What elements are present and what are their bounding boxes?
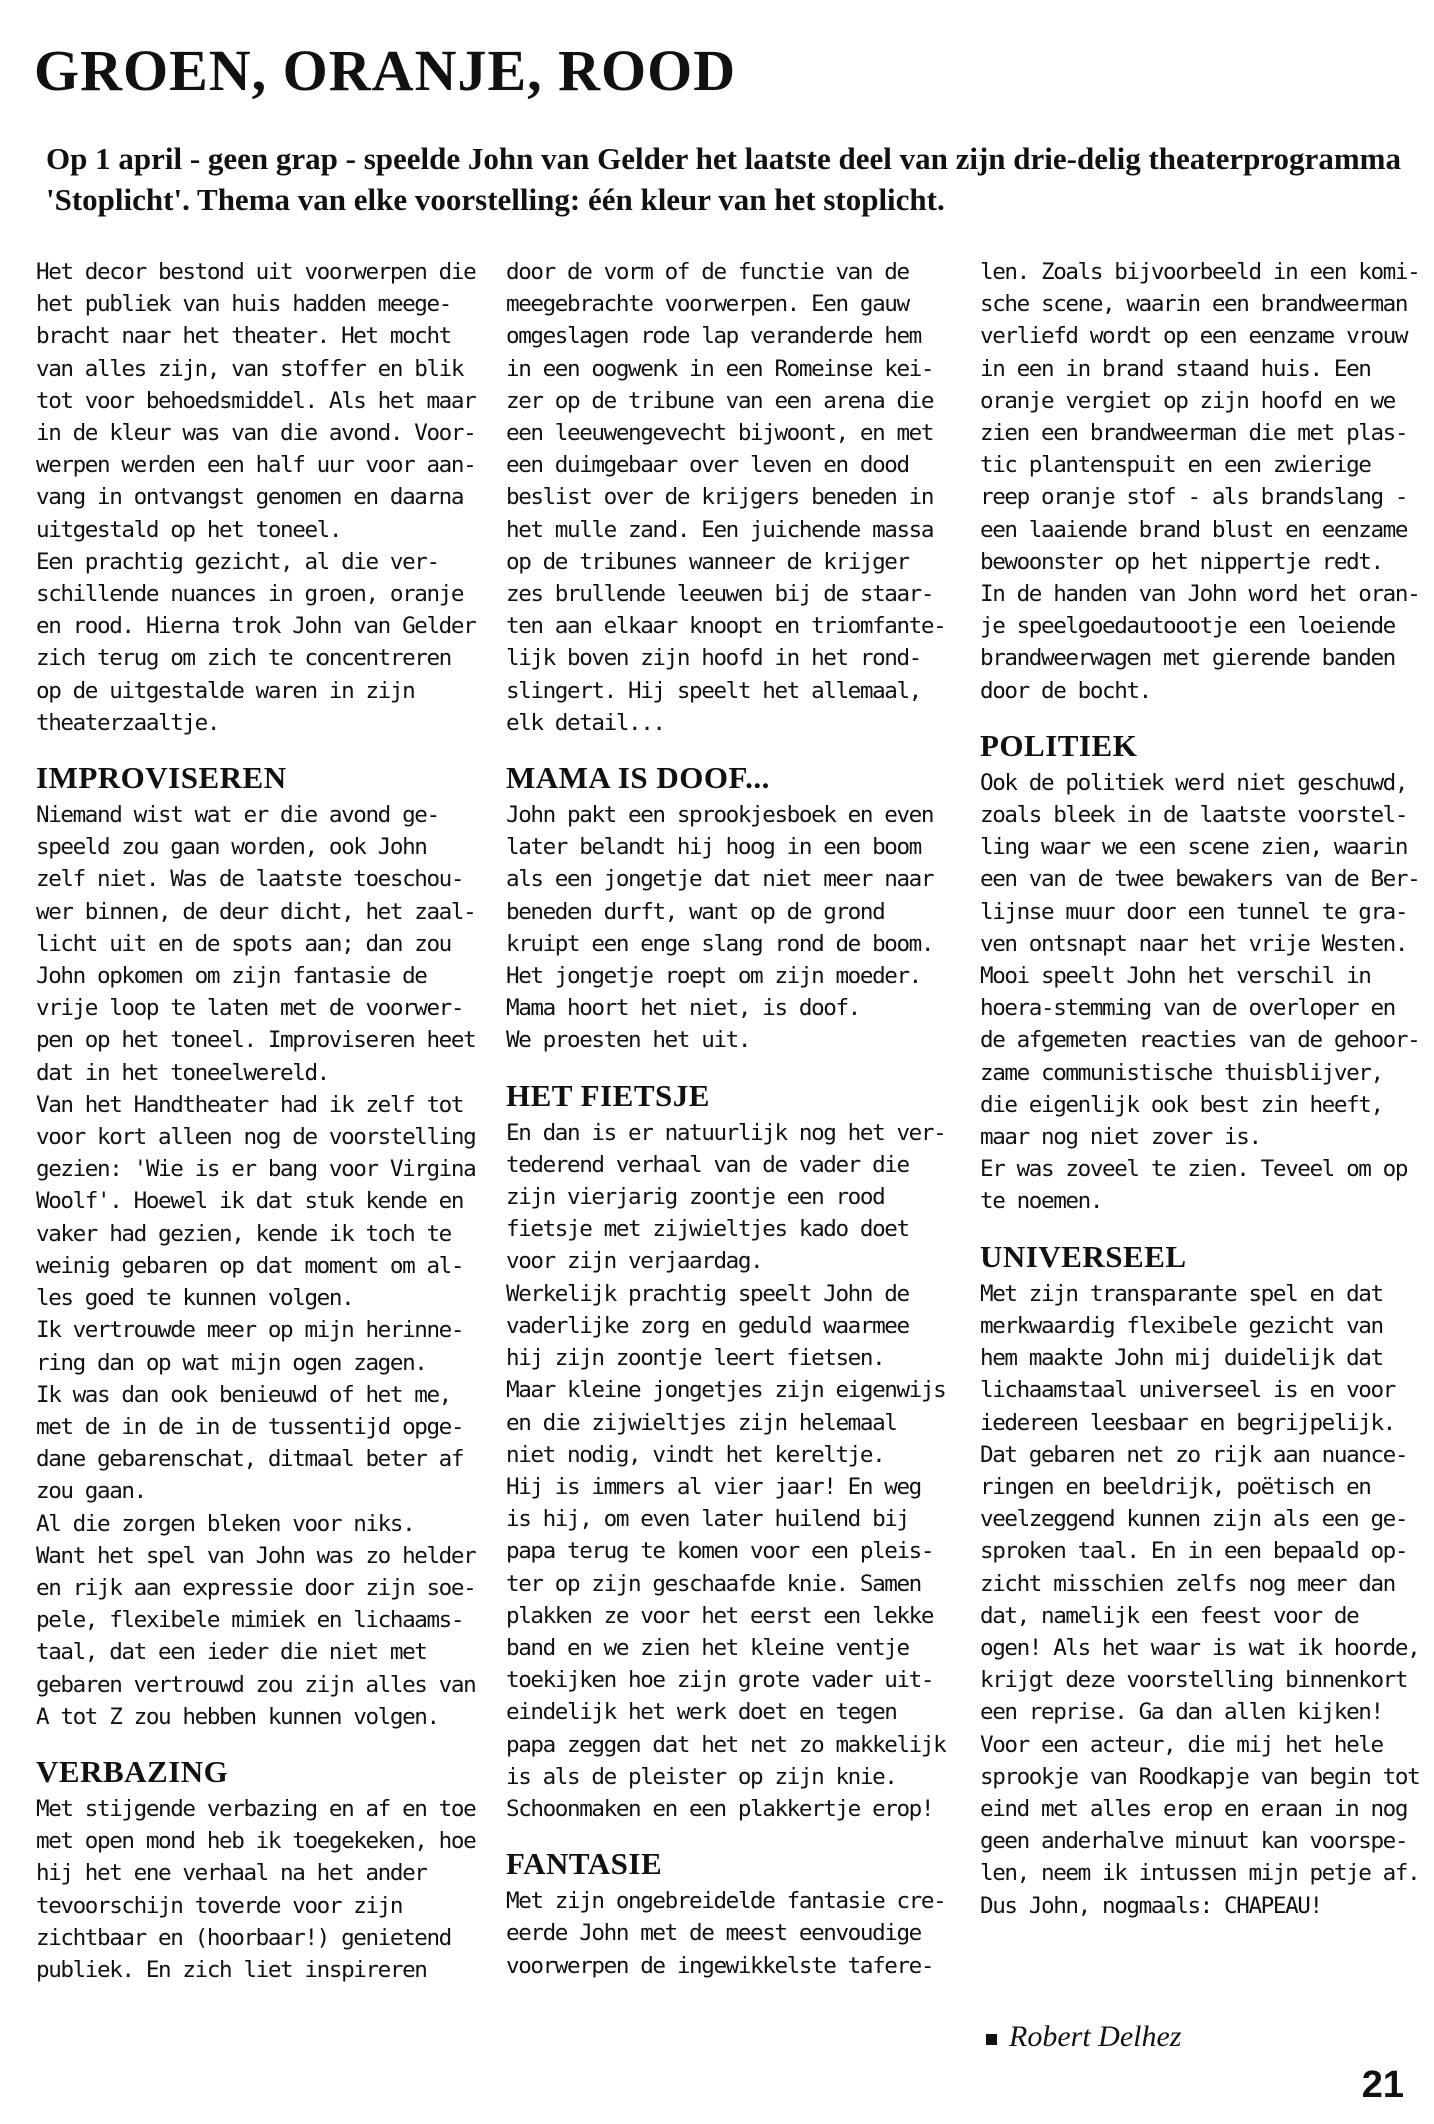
column-1: [36, 256, 476, 1986]
author-byline: [986, 2020, 1181, 2054]
section-heading: HET FIETSJE: [506, 1077, 710, 1113]
paragraph: Met zijn ongebreidelde fantasie cre- eerde John met de meest eenvoudige voorwerpen de ingewikkelste tafere-: [506, 1888, 946, 1979]
paragraph: Met stijgende verbazing en af en toe met open mond heb ik toegekeken, hoe hij het ene verhaal na het ander tevoorschijn toverde voor zijn zichtbaar en (hoorbaar!) genietend publiek. En zich liet inspireren: [36, 1795, 476, 1983]
section-universeel: [980, 1240, 1420, 1922]
paragraph: En dan is er natuurlijk nog het ver- tederend verhaal van de vader die zijn vierjarig zoontje een rood fietsje met zijwieltjes kado doet voor zijn verjaardag. Werkelijk prachtig speelt John de vaderlijke zorg en geduld waarmee hij zijn zoontje leert fietsen. Maar kleine jongetjes zijn eigenwijs en die zijwieltjes zijn helemaal niet nodig, vindt het kereltje. Hij is immers al vier jaar! En weg is hij, om even later huilend bij papa terug te komen voor een pleis- ter op zijn geschaafde knie. Samen plakken ze voor het eerst een lekke band en we zien het kleine ventje toekijken hoe zijn grote vader uit- eindelijk het werk doet en tegen papa zeggen dat het net zo makkelijk is als de pleister op zijn knie. Schoonmaken en een plakkertje erop!: [506, 1119, 946, 1822]
section-improviseren: [36, 761, 476, 1733]
section-politiek: [980, 729, 1420, 1218]
section-verbazing: [36, 1755, 476, 1986]
paragraph: len. Zoals bijvoorbeeld in een komi- sche scene, waarin een brandweerman verliefd wordt op een eenzame vrouw in een in brand staand huis. Een oranje vergiet op zijn hoofd en we zien een brandweerman die met plas- tic plantenspuit en een zwierige reep oranje stof - als brandslang - een laaiende brand blust en eenzame bewoonster op het nippertje redt. In de handen van John word het oran- je speelgoedautoootje een loeiende brandweerwagen met gierende banden door de bocht.: [980, 259, 1420, 704]
section-fantasie: [506, 1847, 946, 1982]
paragraph: Met zijn transparante spel en dat merkwaardig flexibele gezicht van hem maakte John mij duidelijk dat lichaamstaal universeel is en voor iedereen leesbaar en begrijpelijk. Dat gebaren net zo rijk aan nuance- ringen en beeldrijk, poëtisch en veelzeggend kunnen zijn als een ge- sproken taal. En in een bepaald op- zicht misschien zelfs nog meer dan dat, namelijk een feest voor de ogen! Als het waar is wat ik hoorde, krijgt deze voorstelling binnenkort een reprise. Ga dan allen kijken! Voor een acteur, die mij het hele sprookje van Roodkapje van begin tot eind met alles erop en eraan in nog geen anderhalve minuut kan voorspe- len, neem ik intussen mijn petje af. Dus John, nogmaals: CHAPEAU!: [980, 1280, 1420, 1919]
column-2: [506, 256, 946, 1982]
section-heading: POLITIEK: [980, 727, 1138, 763]
author-name: Robert Delhez: [1009, 2020, 1182, 2053]
bullet-icon: [986, 2034, 997, 2045]
article-intro: Op 1 april - geen grap - speelde John van Gelder het laatste deel van zijn drie-delig theaterprogramma 'Stoplicht'. Thema van elke voorstelling: één kleur van het stoplicht.: [46, 141, 1401, 217]
section-heading: MAMA IS DOOF...: [506, 760, 770, 796]
paragraph: Ook de politiek werd niet geschuwd, zoals bleek in de laatste voorstel- ling waar we een scene zien, waarin een van de twee bewakers van de Ber- lijnse muur door een tunnel te gra- ven ontsnapt naar het vrije Westen. Mooi speelt John het verschil in hoera-stemming van de overloper en de afgemeten reacties van de gehoor- zame communistische thuisblijver, die eigenlijk ook best zin heeft, maar nog niet zover is. Er was zoveel te zien. Teveel om op te noemen.: [980, 769, 1420, 1215]
page-number: 21: [1361, 2064, 1404, 2106]
section-mama-is-doof: [506, 761, 946, 1057]
section-het-fietsje: [506, 1079, 946, 1825]
section-heading: FANTASIE: [506, 1846, 663, 1882]
paragraph: Het decor bestond uit voorwerpen die het publiek van huis hadden meege- bracht naar het theater. Het mocht van alles zijn, van stoffer en blik tot voor behoedsmiddel. Als het maar in de kleur was van die avond. Voor- werpen werden een half uur voor aan- vang in ontvangst genomen en daarna uitgestald op het toneel. Een prachtig gezicht, al die ver- schillende nuances in groen, oranje en rood. Hierna trok John van Gelder zich terug om zich te concentreren op de uitgestalde waren in zijn theaterzaaltje.: [36, 259, 476, 736]
section-heading: UNIVERSEEL: [980, 1238, 1187, 1274]
paragraph: Niemand wist wat er die avond ge- speeld zou gaan worden, ook John zelf niet. Was de laatste toeschou- wer binnen, de deur dicht, het zaal- licht uit en de spots aan; dan zou John opkomen om zijn fantasie de vrije loop te laten met de voorwer- pen op het toneel. Improviseren heet dat in het toneelwereld. Van het Handtheater had ik zelf tot voor kort alleen nog de voorstelling gezien: 'Wie is er bang voor Virgina Woolf'. Hoewel ik dat stuk kende en vaker had gezien, kende ik toch te weinig gebaren op dat moment om al- les goed te kunnen volgen. Ik vertrouwde meer op mijn herinne- ring dan op wat mijn ogen zagen. Ik was dan ook benieuwd of het me, met de in de in de tussentijd opge- dane gebarenschat, ditmaal beter af zou gaan. Al die zorgen bleken voor niks. Want het spel van John was zo helder en rijk aan expressie door zijn soe- pele, flexibele mimiek en lichaams- taal, dat een ieder die niet met gebaren vertrouwd zou zijn alles van A tot Z zou hebben kunnen volgen.: [36, 802, 476, 1730]
article-title: GROEN, ORANJE, ROOD: [34, 38, 737, 103]
section-heading: IMPROVISEREN: [36, 760, 287, 796]
column-3: [980, 256, 1420, 1922]
paragraph: John pakt een sprookjesboek en even later belandt hij hoog in een boom als een jongetje dat niet meer naar beneden durft, want op de grond kruipt een enge slang rond de boom. Het jongetje roept om zijn moeder. Mama hoort het niet, is doof. We proesten het uit.: [506, 802, 934, 1054]
section-heading: VERBAZING: [36, 1753, 229, 1789]
paragraph: door de vorm of de functie van de meegebrachte voorwerpen. Een gauw omgeslagen rode lap veranderde hem in een oogwenk in een Romeinse kei- zer op de tribune van een arena die een leeuwengevecht bijwoont, en met een duimgebaar over leven en dood beslist over de krijgers beneden in het mulle zand. Een juichende massa op de tribunes wanneer de krijger zes brullende leeuwen bij de staar- ten aan elkaar knoopt en triomfante- lijk boven zijn hoofd in het rond- slingert. Hij speelt het allemaal, elk detail...: [506, 259, 946, 736]
